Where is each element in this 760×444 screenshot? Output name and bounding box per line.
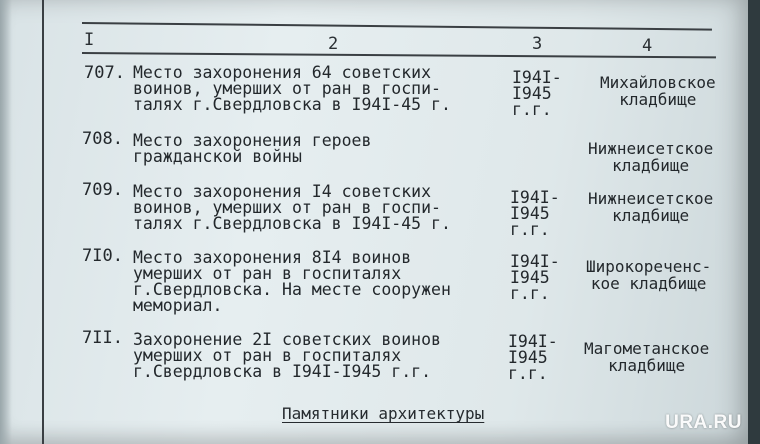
section-heading: Памятники архитектуры <box>282 404 485 423</box>
page-edge-shadow <box>0 0 12 444</box>
entry-location: Магометанское кладбище <box>584 339 710 375</box>
entry-years: I94I- I945 г.г. <box>512 68 562 119</box>
entry-number: 7II. <box>82 328 123 348</box>
entry-description: Место захоронения 64 советских воинов, умерших от ран в госпи- талях г.Свердловска в I94I-45 г. <box>133 63 451 114</box>
entry-location: Широкореченс- кое кладбище <box>586 257 712 293</box>
entry-years: I94I- I945 г.г. <box>510 252 560 303</box>
margin-rule <box>42 0 44 444</box>
entry-description: Место захоронения I4 советских воинов, умерших от ран в госпи- талях г.Свердловска в I94I-45 г. <box>133 182 451 233</box>
entry-number: 7I0. <box>82 246 123 266</box>
entry-number: 708. <box>82 129 123 149</box>
entry-years: I94I- I945 г.г. <box>510 188 560 239</box>
column-number-1: I <box>84 30 95 50</box>
entry-location: Нижнеисетское кладбище <box>588 189 714 225</box>
table-top-rule <box>82 22 712 31</box>
entry-description: Место захоронения героев гражданской войны <box>133 131 372 166</box>
entry-number: 709. <box>82 180 123 200</box>
entry-description: Место захоронения 8I4 воинов умерших от ран в госпиталях г.Свердловска. На месте сооружен мемориал. <box>133 248 451 315</box>
watermark-logo: URA.RU <box>665 412 742 433</box>
table-header-rule <box>82 52 716 58</box>
entry-years: I94I- I945 г.г. <box>508 332 558 383</box>
entry-description: Захоронение 2I советских воинов умерших от ран в госпиталях г.Свердловска в I94I-I945 г.г. <box>133 330 441 381</box>
entry-number: 707. <box>84 63 125 83</box>
column-number-2: 2 <box>328 34 339 54</box>
entry-location: Нижнеисетское кладбище <box>588 139 714 175</box>
column-number-3: 3 <box>532 34 543 54</box>
entry-location: Михайловское кладбище <box>600 73 716 109</box>
column-number-4: 4 <box>642 36 653 56</box>
